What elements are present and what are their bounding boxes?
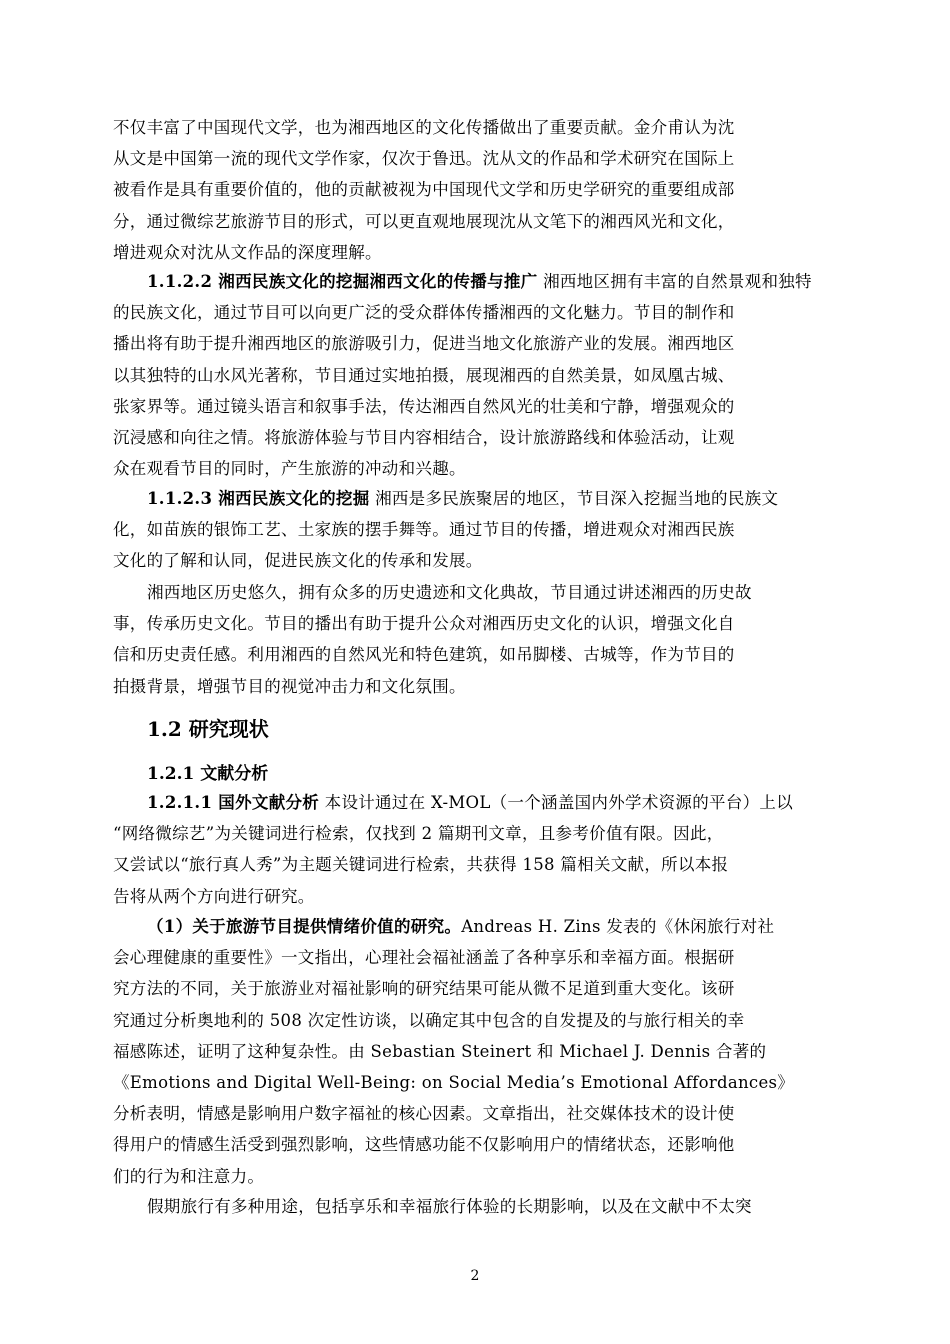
subheading-1-1-2-3: 1.1.2.3 湘西民族文化的挖掘 [147,489,370,508]
paragraph-1-2-1-1 [113,787,837,912]
text-line: 不仅丰富了中国现代文学，也为湘西地区的文化传播做出了重要贡献。金介甫认为沈 [113,118,735,137]
text-line: “网络微综艺”为关键词进行检索，仅找到 2 篇期刊文章，且参考价值有限。因此， [113,824,724,844]
text-line: 们的行为和注意力。 [113,1166,265,1186]
text-line: 事，传承历史文化。节目的播出有助于提升公众对湘西历史文化的认识，增强文化自 [113,614,735,634]
text-line: 文化的了解和认同，促进民族文化的传承和发展。 [113,551,483,571]
research-topic-heading: （1）关于旅游节目提供情绪价值的研究。 [147,917,462,936]
text-line: 张家界等。通过镜头语言和叙事手法，传达湘西自然风光的壮美和宁静，增强观众的 [113,396,735,416]
text-line: 被看作是具有重要价值的，他的贡献被视为中国现代文学和历史学研究的重要组成部 [113,180,735,200]
section-title: 1.2 研究现状 [147,717,269,741]
text-line: 分，通过微综艺旅游节目的形式，可以更直观地展现沈从文笔下的湘西风光和文化， [113,211,735,231]
text-line: 假期旅行有多种用途，包括享乐和幸福旅行体验的长期影响，以及在文献中不太突 [147,1197,752,1216]
paragraph-1 [113,112,837,268]
text-line [113,483,837,514]
text-line: 分析表明，情感是影响用户数字福祉的核心因素。文章指出，社交媒体技术的设计使 [113,1104,735,1124]
paragraph-1-1-2-3 [113,483,837,577]
paragraph-research-1 [113,911,837,1192]
text-line: 的民族文化，通过节目可以向更广泛的受众群体传播湘西的文化魅力。节目的制作和 [113,303,735,323]
text-line [113,911,837,942]
text-line: 又尝试以“旅行真人秀”为主题关键词进行检索，共获得 158 篇相关文献，所以本报 [113,855,729,875]
text-line: 究方法的不同，关于旅游业对福祉影响的研究结果可能从微不足道到重大变化。该研 [113,979,735,999]
text-run: 本设计通过在 X-MOL（一个涵盖国内外学术资源的平台）上以 [324,793,794,812]
text-line [113,266,837,297]
text-line: 沉浸感和向往之情。将旅游体验与节目内容相结合，设计旅游路线和体验活动，让观 [113,428,735,448]
text-line: 拍摄背景，增强节目的视觉冲击力和文化氛围。 [113,676,466,696]
paragraph-vacation [113,1191,837,1222]
text-line: 告将从两个方向进行研究。 [113,886,315,906]
text-line: 会心理健康的重要性》一文指出，心理社会福祉涵盖了各种享乐和幸福方面。根据研 [113,948,735,968]
paragraph-1-1-2-2 [113,266,837,484]
text-line: 福感陈述，证明了这种复杂性。由 Sebastian Steinert 和 Michael J. Dennis 合著的 [113,1041,767,1061]
text-line: 以其独特的山水风光著称，节目通过实地拍摄，展现湘西的自然美景，如凤凰古城、 [113,365,735,385]
text-line: 信和历史责任感。利用湘西的自然风光和特色建筑，如吊脚楼、古城等，作为节目的 [113,645,735,665]
text-line: 化，如苗族的银饰工艺、土家族的摆手舞等。通过节目的传播，增进观众对湘西民族 [113,520,735,540]
text-line [113,787,837,818]
paragraph-history [113,577,837,702]
text-line: 从文是中国第一流的现代文学作家，仅次于鲁迅。沈从文的作品和学术研究在国际上 [113,149,735,169]
text-line: 播出将有助于提升湘西地区的旅游吸引力，促进当地文化旅游产业的发展。湘西地区 [113,334,735,354]
text-run: 湘西地区拥有丰富的自然景观和独特 [543,272,812,291]
text-line: 《Emotions and Digital Well-Being: on Social Media’s Emotional Affordances》 [113,1073,795,1093]
subheading-1-1-2-2: 1.1.2.2 湘西民族文化的挖掘湘西文化的传播与推广 [147,272,538,291]
text-line: 众在观看节目的同时，产生旅游的冲动和兴趣。 [113,459,466,479]
text-run: 湘西是多民族聚居的地区，节目深入挖掘当地的民族文 [375,489,779,508]
text-line: 湘西地区历史悠久，拥有众多的历史遗迹和文化典故，节目通过讲述湘西的历史故 [147,583,752,602]
text-line: 增进观众对沈从文作品的深度理解。 [113,242,382,262]
subheading-1-2-1-1: 1.2.1.1 国外文献分析 [147,793,320,812]
text-line: 究通过分析奥地利的 508 次定性访谈，以确定其中包含的自发提及的与旅行相关的幸 [113,1010,745,1030]
subsection-title: 1.2.1 文献分析 [147,764,269,784]
page-number: 2 [470,1268,480,1284]
text-line: 得用户的情感生活受到强烈影响，这些情感功能不仅影响用户的情绪状态，还影响他 [113,1135,735,1155]
text-run: Andreas H. Zins 发表的《休闲旅行对社 [461,917,775,936]
